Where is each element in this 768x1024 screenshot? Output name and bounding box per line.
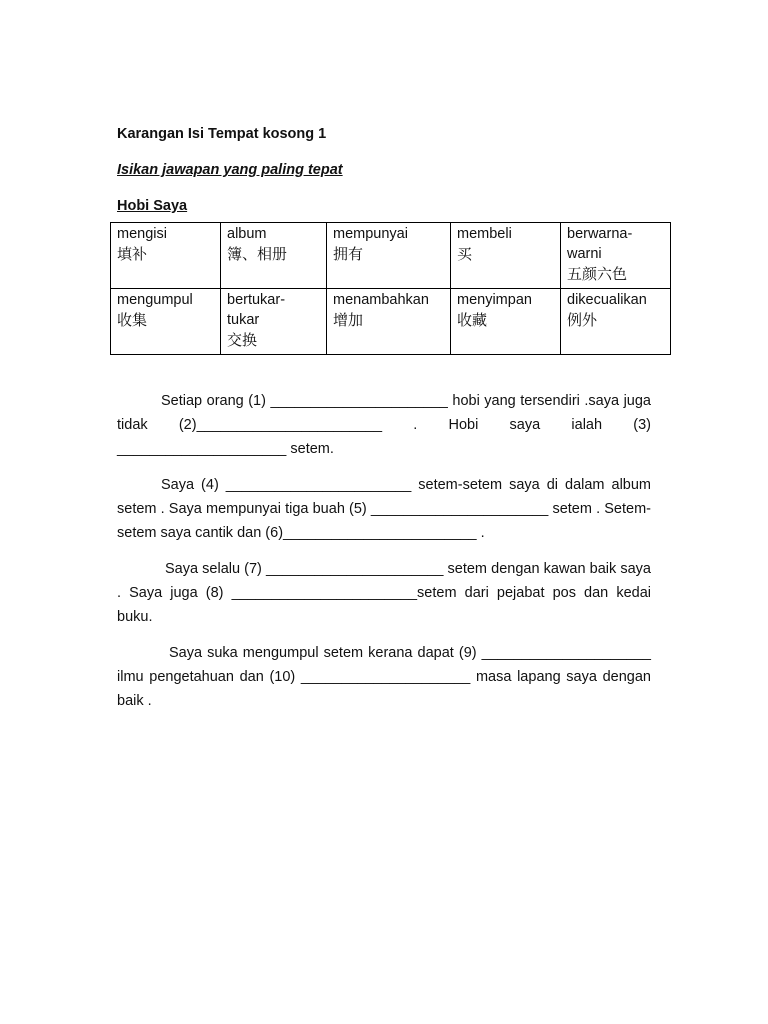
worksheet [117,124,651,713]
table-cell [451,289,561,355]
meaning-text: 簿、相册 [227,245,288,263]
table-row [111,289,671,355]
word-text: berwarna-warni [567,226,633,262]
document-title: Karangan Isi Tempat kosong 1 [117,126,327,142]
table-cell [327,223,451,289]
paragraph: Saya suka mengumpul setem kerana dapat (9) _____________________ ilmu pengetahuan dan (10) _____________________ masa lapang saya dengan baik . [117,645,651,709]
table-cell [221,289,327,355]
meaning-text: 五颜六色 [567,265,628,283]
word-text: membeli [457,226,512,242]
table-cell [111,223,221,289]
word-text: menyimpan [457,292,532,308]
table-row [111,223,671,289]
table-cell [451,223,561,289]
word-text: menambahkan [333,292,429,308]
meaning-text: 收集 [117,311,148,329]
meaning-text: 填补 [117,245,148,263]
table-cell [327,289,451,355]
meaning-text: 买 [457,245,473,263]
meaning-text: 例外 [567,311,598,329]
instruction-text: Isikan jawapan yang paling tepat [117,162,343,178]
paragraph: Saya (4) _______________________ setem-setem saya di dalam album setem . Saya mempunyai tiga buah (5) ______________________ setem . Setem-setem saya cantik dan (6)________________________ . [117,477,651,541]
table-cell [561,223,671,289]
word-text: dikecualikan [567,292,647,308]
table-cell [221,223,327,289]
paragraph: Setiap orang (1) ______________________ hobi yang tersendiri .saya juga tidak (2)_______________________ . Hobi saya ialah (3) _____________________ setem. [117,393,651,457]
table-cell [561,289,671,355]
word-text: album [227,226,267,242]
essay-subtitle: Hobi Saya [117,198,188,214]
meaning-text: 收藏 [457,311,488,329]
word-text: mengisi [117,226,167,242]
meaning-text: 交换 [227,331,258,349]
table-cell [111,289,221,355]
meaning-text: 拥有 [333,245,364,263]
paragraph: Saya selalu (7) ______________________ setem dengan kawan baik saya . Saya juga (8) _______________________setem dari pejabat pos dan kedai buku. [117,561,651,625]
vocabulary-table [110,222,671,355]
word-text: mengumpul [117,292,193,308]
word-text: bertukar-tukar [227,292,286,328]
word-text: mempunyai [333,226,408,242]
meaning-text: 增加 [333,311,364,329]
